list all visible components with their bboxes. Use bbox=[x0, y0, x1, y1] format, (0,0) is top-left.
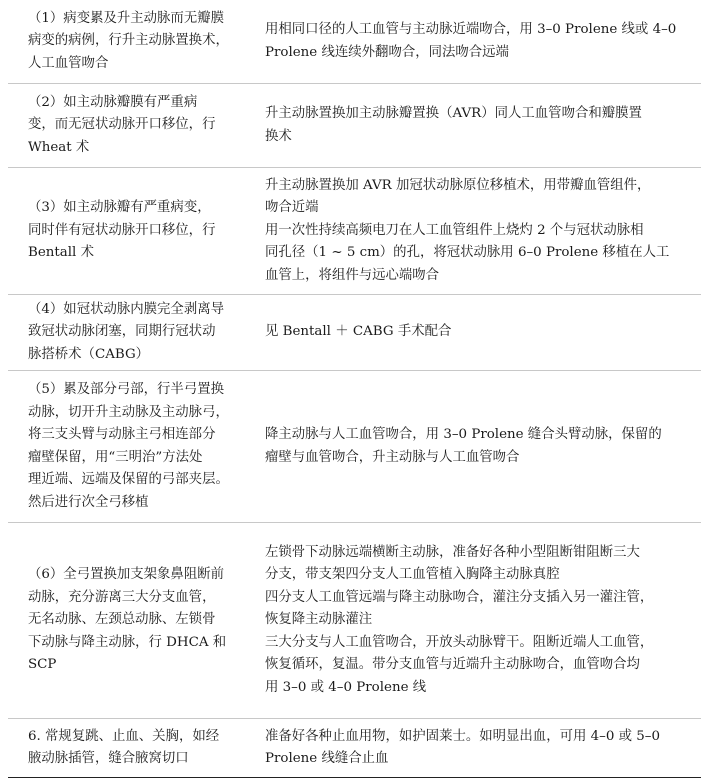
cooperation-text-line: 四分支人工血管远端与降主动脉吻合，灌注分支插入另一灌注管， bbox=[265, 589, 654, 605]
nursing-cooperation-cell bbox=[253, 542, 701, 700]
step-text-line: （6）全弓置换加支架象鼻阻断前 bbox=[28, 567, 224, 583]
table-row bbox=[8, 719, 701, 777]
cooperation-text-line: Prolene 线缝合止血 bbox=[265, 751, 389, 766]
step-text-line: （4）如冠状动脉内膜完全剥离导 bbox=[28, 301, 224, 317]
cooperation-text-line: 瘤壁与血管吻合，升主动脉与人工血管吻合 bbox=[265, 449, 520, 465]
table-row bbox=[8, 523, 701, 719]
table-row bbox=[8, 295, 701, 371]
step-text-line: 脉搭桥术（CABG） bbox=[28, 346, 150, 362]
step-text-line: 无名动脉、左颈总动脉、左锁骨 bbox=[28, 612, 216, 628]
step-text-line: 理近端、远端及保留的弓部夹层。 bbox=[28, 472, 229, 487]
procedure-table bbox=[8, 0, 701, 778]
cooperation-text-line: 升主动脉置换加主动脉瓣置换（AVR）同人工血管吻合和瓣膜置 bbox=[265, 106, 642, 121]
step-text-line: SCP bbox=[28, 657, 57, 673]
table-row bbox=[8, 371, 701, 523]
cooperation-text-line: 吻合近端 bbox=[265, 200, 319, 216]
cooperation-paragraph bbox=[265, 542, 695, 587]
cooperation-paragraph bbox=[265, 424, 695, 469]
procedure-step-cell bbox=[8, 379, 253, 514]
step-text-line: 变，而无冠状动脉开口移位，行 bbox=[28, 117, 216, 133]
cooperation-text-line: 恢复循环，复温。带分支血管与近端升主动脉吻合，血管吻合均 bbox=[265, 657, 640, 673]
step-text-line: 然后进行次全弓移植 bbox=[28, 494, 149, 510]
procedure-step-cell bbox=[8, 564, 253, 677]
cooperation-paragraph bbox=[265, 726, 695, 771]
cooperation-text-line: 同孔径（1 ~ 5 cm）的孔，将冠状动脉用 6–0 Prolene 移植在人工 bbox=[265, 245, 670, 261]
step-text-line: （2）如主动脉瓣膜有严重病 bbox=[28, 94, 198, 110]
nursing-cooperation-cell bbox=[253, 175, 701, 288]
cooperation-text-line: 用一次性持续高频电刀在人工血管组件上烧灼 2 个与冠状动脉相 bbox=[265, 222, 644, 238]
step-text-line: 病变的病例，行升主动脉置换术， bbox=[28, 33, 229, 49]
cooperation-paragraph bbox=[265, 19, 695, 64]
cooperation-paragraph bbox=[265, 103, 695, 148]
nursing-cooperation-cell bbox=[253, 19, 701, 64]
cooperation-text-line: 左锁骨下动脉远端横断主动脉，准备好各种小型阻断钳阻断三大 bbox=[265, 544, 640, 560]
procedure-step-cell bbox=[8, 92, 253, 160]
cooperation-paragraph bbox=[265, 321, 695, 344]
nursing-cooperation-cell bbox=[253, 103, 701, 148]
cooperation-paragraph bbox=[265, 632, 695, 700]
procedure-step-cell bbox=[8, 726, 253, 771]
cooperation-text-line: 见 Bentall ＋ CABG 手术配合 bbox=[265, 324, 452, 340]
step-text-line: 同时伴有冠状动脉开口移位，行 bbox=[28, 222, 216, 238]
procedure-step-cell bbox=[8, 299, 253, 367]
step-text-line: （1）病变累及升主动脉而无瓣膜 bbox=[28, 10, 224, 26]
cooperation-paragraph bbox=[265, 175, 695, 220]
nursing-cooperation-cell bbox=[253, 726, 701, 771]
step-text-line: 下动脉与降主动脉，行 DHCA 和 bbox=[28, 634, 227, 650]
step-text-line: 6. 常规复跳、止血、关胸，如经 bbox=[28, 728, 220, 744]
step-text-line: 人工血管吻合 bbox=[28, 55, 109, 71]
step-text-line: （5）累及部分弓部，行半弓置换 bbox=[28, 382, 224, 397]
step-text-line: 动脉，切开升主动脉及主动脉弓， bbox=[28, 404, 229, 420]
cooperation-text-line: 换术 bbox=[265, 128, 292, 144]
cooperation-text-line: 降主动脉与人工血管吻合，用 3–0 Prolene 缝合头臂动脉，保留的 bbox=[265, 427, 662, 442]
cooperation-text-line: 恢复降主动脉灌注 bbox=[265, 612, 373, 628]
cooperation-paragraph bbox=[265, 587, 695, 632]
step-text-line: 将三支头臂与动脉主弓相连部分 bbox=[28, 427, 216, 442]
cooperation-text-line: 分支，带支架四分支人工血管植入胸降主动脉真腔 bbox=[265, 567, 560, 583]
cooperation-text-line: 准备好各种止血用物，如护固莱士。如明显出血，可用 4–0 或 5–0 bbox=[265, 728, 661, 744]
cooperation-paragraph bbox=[265, 220, 695, 288]
step-text-line: 腋动脉插管，缝合腋窝切口 bbox=[28, 751, 189, 766]
table-row bbox=[8, 84, 701, 168]
procedure-step-cell bbox=[8, 197, 253, 265]
step-text-line: Wheat 术 bbox=[28, 139, 90, 155]
cooperation-text-line: 血管上，将组件与远心端吻合 bbox=[265, 267, 440, 283]
step-text-line: 动脉，充分游离三大分支血管， bbox=[28, 589, 216, 605]
step-text-line: Bentall 术 bbox=[28, 245, 94, 261]
cooperation-text-line: 用 3–0 或 4–0 Prolene 线 bbox=[265, 679, 427, 695]
cooperation-text-line: 升主动脉置换加 AVR 加冠状动脉原位移植术，用带瓣血管组件， bbox=[265, 177, 651, 193]
cooperation-text-line: Prolene 线连续外翻吻合，同法吻合远端 bbox=[265, 44, 509, 60]
nursing-cooperation-cell bbox=[253, 424, 701, 469]
step-text-line: 瘤壁保留，用“三明治”方法处 bbox=[28, 449, 203, 465]
cooperation-text-line: 三大分支与人工血管吻合，开放头动脉臂干。阻断近端人工血管， bbox=[265, 634, 654, 650]
table-row bbox=[8, 168, 701, 295]
procedure-step-cell bbox=[8, 8, 253, 76]
step-text-line: （3）如主动脉瓣有严重病变， bbox=[28, 200, 211, 216]
step-text-line: 致冠状动脉闭塞，同期行冠状动 bbox=[28, 324, 216, 340]
nursing-cooperation-cell bbox=[253, 321, 701, 344]
table-row bbox=[8, 0, 701, 84]
cooperation-text-line: 用相同口径的人工血管与主动脉近端吻合，用 3–0 Prolene 线或 4–0 bbox=[265, 22, 677, 37]
